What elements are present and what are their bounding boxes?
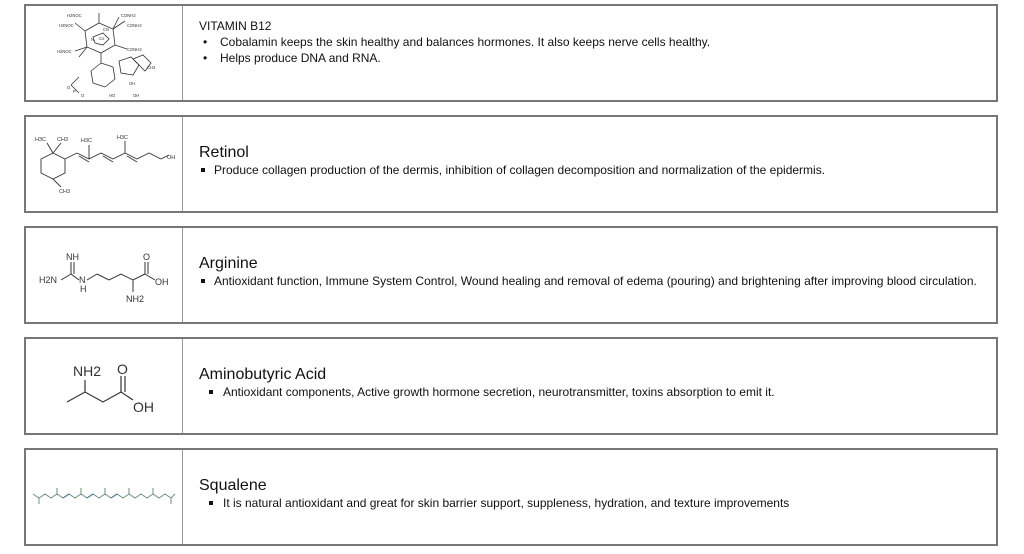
vitamin-b12-structure-image [26,6,183,100]
svg-text:CH3: CH3 [59,189,71,195]
svg-text:OH: OH [133,93,140,98]
svg-text:H: H [80,284,87,294]
bullet-list [199,384,996,400]
bullet-list [199,162,996,178]
svg-text:CH3: CH3 [57,137,69,143]
svg-text:NH2: NH2 [73,363,102,379]
card-retinol [24,115,998,213]
svg-text:O: O [117,361,128,377]
squalene-structure-image [26,450,183,544]
svg-text:N: N [79,275,86,285]
svg-text:H2NOC: H2NOC [59,23,74,28]
list-item: Antioxidant function, Immune System Control, Wound healing and removal of edema (pouring) and brightening after improving blood circulation. [199,273,996,289]
svg-text:CONH2: CONH2 [127,47,142,52]
svg-text:OH: OH [133,399,154,415]
card-title: Arginine [199,255,258,272]
card-aminobutyric-acid [24,337,998,435]
bullet-list [199,273,996,289]
svg-text:O: O [67,85,71,90]
svg-text:Co: Co [99,36,105,41]
card-vitamin-b12 [24,4,998,102]
svg-text:NH: NH [66,252,79,262]
svg-text:OH: OH [155,277,169,287]
svg-text:H3C: H3C [35,137,47,143]
list-item: Antioxidant components, Active growth hormone secretion, neurotransmitter, toxins absorption to emit it. [199,384,996,400]
svg-text:H2N: H2N [39,275,58,285]
svg-text:H2NOC: H2NOC [67,13,82,18]
card-title: Retinol [199,144,249,161]
svg-text:P: P [73,89,76,94]
aminobutyric-acid-text [183,339,996,433]
list-item: It is natural antioxidant and great for skin barrier support, suppleness, hydration, and texture improvements [199,495,996,511]
svg-text:O: O [143,252,151,262]
svg-text:OH: OH [129,81,136,86]
svg-text:NH2: NH2 [126,294,145,304]
svg-text:OH: OH [167,155,176,161]
svg-text:CH3: CH3 [147,65,156,70]
svg-text:H3C: H3C [81,138,93,144]
svg-text:CONH2: CONH2 [121,13,136,18]
list-item: • Cobalamin keeps the skin healthy and balances hormones. It also keeps nerve cells healthy. [199,34,996,50]
svg-text:H2NOC: H2NOC [57,49,72,54]
card-squalene [24,448,998,546]
vitamin-b12-text [183,6,996,100]
squalene-text [183,450,996,544]
bullet-list [199,495,996,511]
retinol-structure-image [26,117,183,211]
svg-text:CONH2: CONH2 [127,23,142,28]
svg-text:H3C: H3C [117,135,129,141]
list-item: • Helps produce DNA and RNA. [199,50,996,66]
svg-text:CN: CN [103,27,110,32]
bullet-list [199,34,996,66]
card-title: Aminobutyric Acid [199,366,327,383]
arginine-structure-image [26,228,183,322]
card-arginine [24,226,998,324]
card-title: Squalene [199,477,267,494]
list-item: Produce collagen production of the dermis, inhibition of collagen decomposition and normalization of the epidermis. [199,162,996,178]
svg-text:HO: HO [109,93,116,98]
retinol-text [183,117,996,211]
svg-text:N: N [91,37,95,42]
card-title: VITAMIN B12 [199,19,272,33]
arginine-text [183,228,996,322]
aminobutyric-acid-structure-image [26,339,183,433]
svg-text:O: O [81,93,85,98]
